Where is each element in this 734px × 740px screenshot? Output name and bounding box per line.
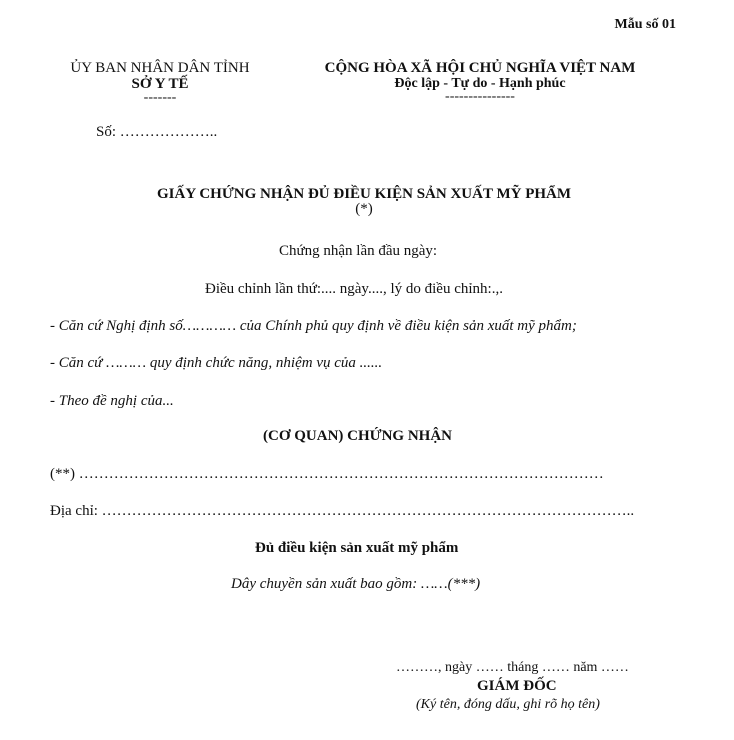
issuing-authority: ỦY BAN NHÂN DÂN TỈNH xyxy=(70,60,250,76)
header-divider: ------- xyxy=(143,90,177,105)
legal-basis-2: - Căn cứ ……… quy định chức năng, nhiệm vụ của ...... xyxy=(50,355,383,371)
adjustment-line: Điều chỉnh lần thứ:.... ngày...., lý do điều chỉnh:.,. xyxy=(205,281,503,297)
director-title: GIÁM ĐỐC xyxy=(477,678,557,694)
department-name: SỞ Y TẾ xyxy=(131,76,189,92)
certificate-title-block xyxy=(0,186,734,218)
form-number: Mẫu số 01 xyxy=(614,17,676,32)
signature-date-line: ………, ngày …… tháng …… năm …… xyxy=(396,660,629,675)
right-header xyxy=(290,60,670,105)
first-certification-date: Chứng nhận lần đầu ngày: xyxy=(279,243,438,259)
certificate-title: GIẤY CHỨNG NHẬN ĐỦ ĐIỀU KIỆN SẢN XUẤT MỸ PHẨM xyxy=(156,186,572,202)
signature-instruction: (Ký tên, đóng dấu, ghi rõ họ tên) xyxy=(416,697,600,712)
address-line: Địa chỉ: …………………………………………………………………………………………….. xyxy=(50,503,635,519)
title-note: (*) xyxy=(355,201,373,217)
motto-divider: --------------- xyxy=(445,89,515,104)
entity-name-line: (**) …………………………………………………………………………………………… xyxy=(50,466,604,482)
left-header xyxy=(40,60,280,106)
legal-basis-1: - Căn cứ Nghị định số………… của Chính phủ quy định về điều kiện sản xuất mỹ phẩm; xyxy=(50,318,577,334)
motto: Độc lập - Tự do - Hạnh phúc xyxy=(394,76,566,91)
country-name: CỘNG HÒA XÃ HỘI CHỦ NGHĨA VIỆT NAM xyxy=(324,60,636,76)
production-lines: Dây chuyền sản xuất bao gồm: ……(***) xyxy=(231,576,481,592)
document-number: Số: ……………….. xyxy=(96,124,218,140)
legal-basis-3: - Theo đề nghị của... xyxy=(50,393,174,409)
eligibility-statement: Đủ điều kiện sản xuất mỹ phẩm xyxy=(255,540,459,556)
agency-certifies-heading: (CƠ QUAN) CHỨNG NHẬN xyxy=(263,428,453,444)
